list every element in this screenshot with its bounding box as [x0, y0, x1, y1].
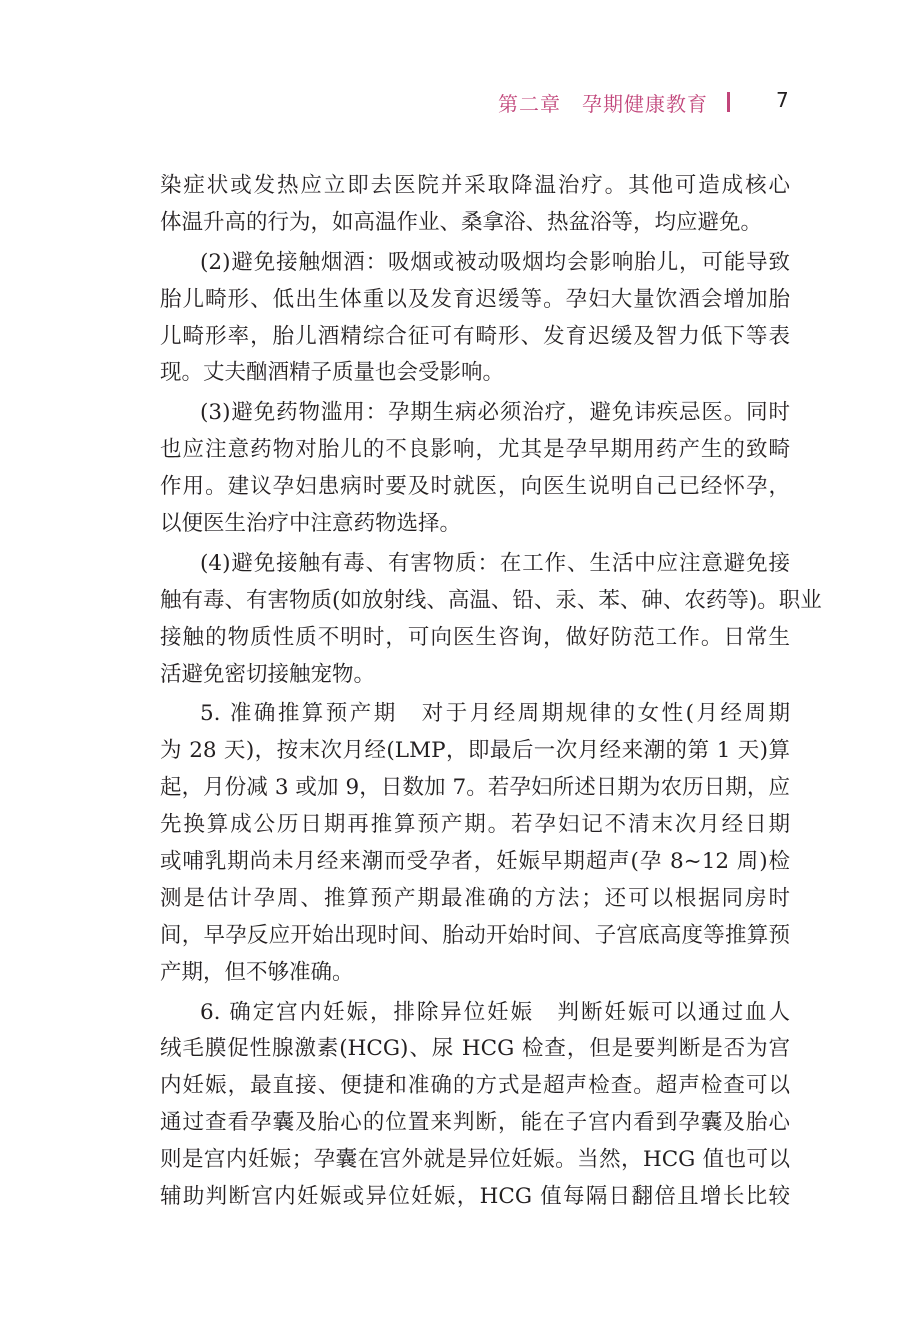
body-text — [160, 168, 822, 1216]
text-line: (2)避免接触烟酒：吸烟或被动吸烟均会影响胎儿，可能导致 — [200, 249, 790, 275]
text-line: (4)避免接触有毒、有害物质：在工作、生活中应注意避免接 — [200, 550, 790, 576]
text-line: 通过查看孕囊及胎心的位置来判断，能在子宫内看到孕囊及胎心 — [160, 1110, 790, 1136]
header-divider — [727, 92, 730, 112]
chapter-title: 第二章 孕期健康教育 — [498, 92, 708, 116]
running-header — [0, 86, 900, 120]
text-line: 内妊娠，最直接、便捷和准确的方式是超声检查。超声检查可以 — [160, 1073, 790, 1099]
text-line: 6. 确定宫内妊娠，排除异位妊娠 判断妊娠可以通过血人 — [200, 999, 790, 1025]
text-line: 产期，但不够准确。 — [160, 959, 354, 985]
text-line: 为 28 天)，按末次月经(LMP，即最后一次月经来潮的第 1 天)算 — [160, 738, 790, 764]
text-line: 接触的物质性质不明时，可向医生咨询，做好防范工作。日常生 — [160, 624, 790, 650]
text-line: 以便医生治疗中注意药物选择。 — [160, 511, 462, 537]
text-line: 触有毒、有害物质(如放射线、高温、铅、汞、苯、砷、农药等)。职业 — [160, 587, 822, 613]
text-line: 或哺乳期尚未月经来潮而受孕者，妊娠早期超声(孕 8~12 周)检 — [160, 849, 790, 875]
text-line: 起，月份减 3 或加 9，日数加 7。若孕妇所述日期为农历日期，应 — [160, 775, 790, 801]
text-line: 先换算成公历日期再推算预产期。若孕妇记不清末次月经日期 — [160, 812, 790, 838]
text-line: 间，早孕反应开始出现时间、胎动开始时间、子宫底高度等推算预 — [160, 922, 790, 948]
text-line: 染症状或发热应立即去医院并采取降温治疗。其他可造成核心 — [160, 173, 790, 198]
text-line: 也应注意药物对胎儿的不良影响，尤其是孕早期用药产生的致畸 — [160, 437, 790, 463]
page-number: 7 — [776, 88, 789, 112]
text-line: 5. 准确推算预产期 对于月经周期规律的女性(月经周期 — [200, 701, 790, 727]
text-line: 测是估计孕周、推算预产期最准确的方法；还可以根据同房时 — [160, 885, 790, 911]
text-line: 辅助判断宫内妊娠或异位妊娠，HCG 值每隔日翻倍且增长比较 — [160, 1184, 790, 1210]
text-line: 儿畸形率，胎儿酒精综合征可有畸形、发育迟缓及智力低下等表 — [160, 323, 790, 349]
text-line: 体温升高的行为，如高温作业、桑拿浴、热盆浴等，均应避免。 — [160, 209, 763, 235]
text-line: 作用。建议孕妇患病时要及时就医，向医生说明自己已经怀孕， — [160, 474, 790, 500]
text-line: 则是宫内妊娠；孕囊在宫外就是异位妊娠。当然，HCG 值也可以 — [160, 1147, 790, 1173]
text-line: 现。丈夫酗酒精子质量也会受影响。 — [160, 360, 505, 386]
text-line: 胎儿畸形、低出生体重以及发育迟缓等。孕妇大量饮酒会增加胎 — [160, 286, 790, 312]
text-line: (3)避免药物滥用：孕期生病必须治疗，避免讳疾忌医。同时 — [200, 400, 790, 426]
text-line: 活避免密切接触宠物。 — [160, 661, 376, 687]
text-line: 绒毛膜促性腺激素(HCG)、尿 HCG 检查，但是要判断是否为宫 — [160, 1036, 790, 1062]
